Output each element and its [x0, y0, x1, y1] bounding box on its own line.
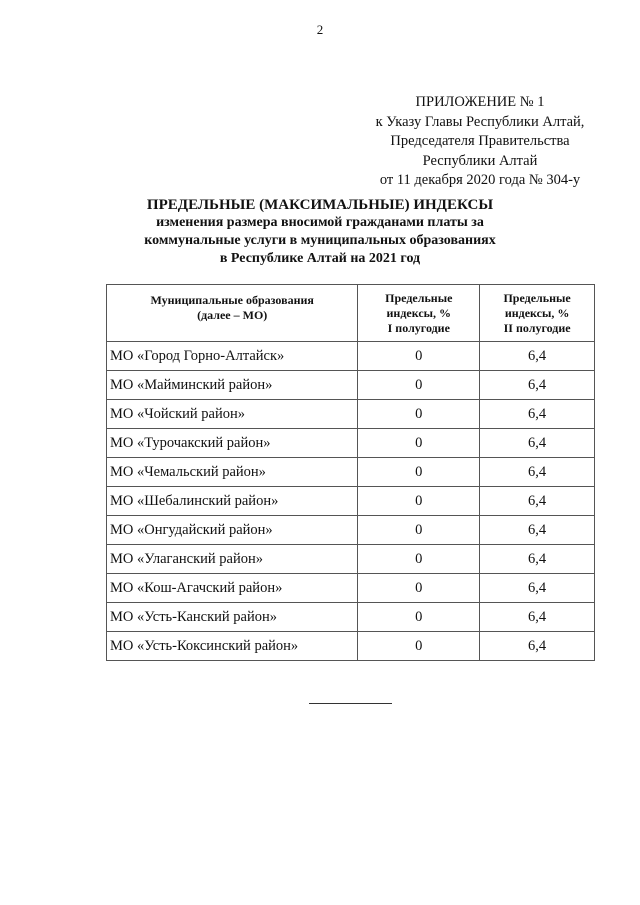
- index-h2: 6,4: [480, 458, 595, 487]
- municipality-name: МО «Майминский район»: [107, 371, 358, 400]
- municipality-name: МО «Усть-Коксинский район»: [107, 632, 358, 661]
- appendix-header: [350, 93, 610, 191]
- index-h1: 0: [358, 545, 480, 574]
- municipality-name: МО «Чемальский район»: [107, 458, 358, 487]
- table-row: [107, 342, 595, 371]
- index-h2: 6,4: [480, 342, 595, 371]
- table-row: [107, 574, 595, 603]
- municipality-name: МО «Улаганский район»: [107, 545, 358, 574]
- table-row: [107, 516, 595, 545]
- municipality-name: МО «Усть-Канский район»: [107, 603, 358, 632]
- index-h1: 0: [358, 342, 480, 371]
- appendix-date: от 11 декабря 2020 года № 304-у: [379, 172, 581, 188]
- header-index-h2: Предельные индексы, % II полугодие: [480, 285, 595, 342]
- index-h1: 0: [358, 458, 480, 487]
- table-row: [107, 371, 595, 400]
- municipality-name: МО «Чойский район»: [107, 400, 358, 429]
- table-row: [107, 487, 595, 516]
- header-municipality: Муниципальные образования (далее – МО): [107, 285, 358, 342]
- index-h2: 6,4: [480, 574, 595, 603]
- table-row: [107, 429, 595, 458]
- appendix-line: Республики Алтай: [422, 152, 538, 169]
- title-subline: изменения размера вносимой гражданами платы за: [156, 215, 484, 230]
- table-row: [107, 458, 595, 487]
- index-h1: 0: [358, 603, 480, 632]
- index-h2: 6,4: [480, 632, 595, 661]
- appendix-title: ПРИЛОЖЕНИЕ № 1: [415, 94, 545, 110]
- index-h1: 0: [358, 400, 480, 429]
- municipality-name: МО «Кош-Агачский район»: [107, 574, 358, 603]
- index-h2: 6,4: [480, 371, 595, 400]
- table-row: [107, 545, 595, 574]
- index-h2: 6,4: [480, 400, 595, 429]
- index-h1: 0: [358, 574, 480, 603]
- municipality-name: МО «Город Горно-Алтайск»: [107, 342, 358, 371]
- index-h2: 6,4: [480, 516, 595, 545]
- appendix-line: Председателя Правительства: [390, 133, 570, 149]
- closing-separator-line: [309, 703, 392, 704]
- document-title: [0, 196, 640, 268]
- index-h1: 0: [358, 429, 480, 458]
- table-row: [107, 632, 595, 661]
- header-index-h1: Предельные индексы, % I полугодие: [358, 285, 480, 342]
- municipality-name: МО «Онгудайский район»: [107, 516, 358, 545]
- title-subline: в Республике Алтай на 2021 год: [219, 251, 421, 266]
- index-h2: 6,4: [480, 545, 595, 574]
- table-row: [107, 400, 595, 429]
- title-main: ПРЕДЕЛЬНЫЕ (МАКСИМАЛЬНЫЕ) ИНДЕКСЫ: [146, 197, 494, 213]
- index-h2: 6,4: [480, 603, 595, 632]
- index-h1: 0: [358, 371, 480, 400]
- title-subline: коммунальные услуги в муниципальных образованиях: [144, 233, 496, 248]
- table-header-row: [107, 285, 595, 342]
- table-row: [107, 603, 595, 632]
- index-h2: 6,4: [480, 487, 595, 516]
- index-h1: 0: [358, 516, 480, 545]
- appendix-line: к Указу Главы Республики Алтай,: [375, 113, 585, 130]
- municipality-name: МО «Турочакский район»: [107, 429, 358, 458]
- municipality-name: МО «Шебалинский район»: [107, 487, 358, 516]
- index-h1: 0: [358, 487, 480, 516]
- index-h2: 6,4: [480, 429, 595, 458]
- index-h1: 0: [358, 632, 480, 661]
- indices-table: [106, 284, 595, 661]
- page-number: 2: [316, 22, 324, 37]
